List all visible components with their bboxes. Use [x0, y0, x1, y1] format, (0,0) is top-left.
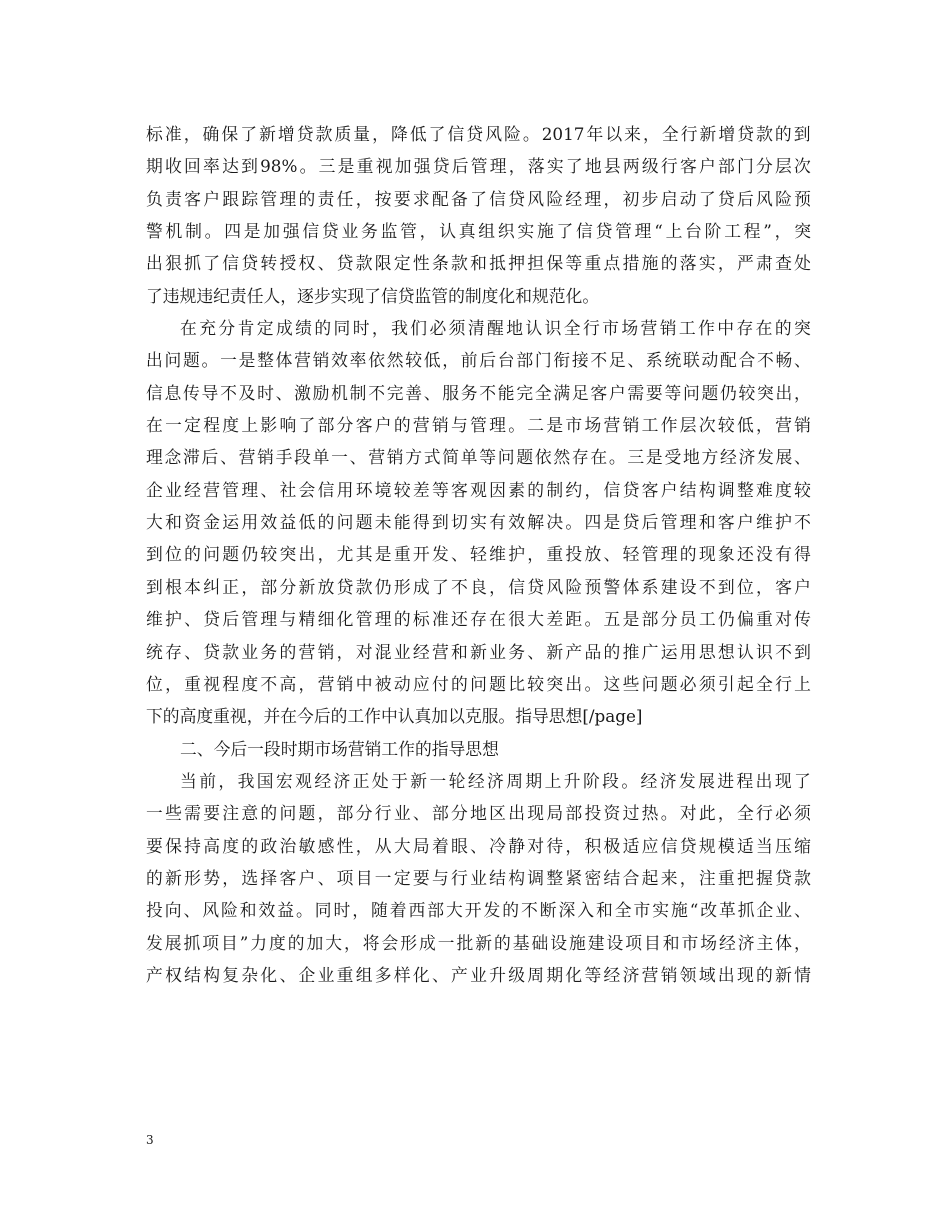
text-line: 理 念 滞 后 、 营 销 手 段 单 一 、 营 销 方 式 简 单 等 问 题 依 然 存 在 。 三 是 受 地 方 经 济 发 展 、: [146, 447, 811, 468]
text-line: 信 息 传 导 不 及 时 、 激 励 机 制 不 完 善 、 服 务 不 能 完 全 满 足 客 户 需 要 等 问 题 仍 较 突 出 ，: [146, 382, 811, 403]
text-line: 负 责 客 户 跟 踪 管 理 的 责 任 ， 按 要 求 配 备 了 信 贷 风 险 经 理 ， 初 步 启 动 了 贷 后 风 险 预: [146, 188, 811, 209]
text-line: 当 前 ， 我 国 宏 观 经 济 正 处 于 新 一 轮 经 济 周 期 上 升 阶 段 。 经 济 发 展 进 程 出 现 了: [180, 770, 811, 791]
text-line: 警 机 制 。 四 是 加 强 信 贷 业 务 监 管 ， 认 真 组 织 实 施 了 信 贷 管 理 “ 上 台 阶 工 程 ” ， 突: [146, 221, 811, 242]
text-line: 了违规违纪责任人，逐步实现了信贷监管的制度化和规范化。: [146, 285, 600, 306]
text-line: 一 些 需 要 注 意 的 问 题 ， 部 分 行 业 、 部 分 地 区 出 现 局 部 投 资 过 热 。 对 此 ， 全 行 必 须: [146, 803, 811, 824]
text-line: 发 展 抓 项 目 ” 力 度 的 加 大 ， 将 会 形 成 一 批 新 的 基 础 设 施 建 设 项 目 和 市 场 经 济 主 体 ，: [146, 932, 811, 953]
document-body: [146, 118, 811, 991]
text-line: 下的高度重视，并在今后的工作中认真加以克服。指导思想[/page]: [146, 706, 643, 727]
text-line: 标 准 ， 确 保 了 新 增 贷 款 质 量 ， 降 低 了 信 贷 风 险 。 2017 年 以 来 ， 全 行 新 增 贷 款 的 到: [146, 124, 811, 144]
text-line: 产 权 结 构 复 杂 化 、 企 业 重 组 多 样 化 、 产 业 升 级 周 期 化 等 经 济 营 销 领 域 出 现 的 新 情: [146, 964, 811, 985]
text-line: 在 一 定 程 度 上 影 响 了 部 分 客 户 的 营 销 与 管 理 。 二 是 市 场 营 销 工 作 层 次 较 低 ， 营 销: [146, 415, 811, 436]
text-line: 统 存 、 贷 款 业 务 的 营 销 ， 对 混 业 经 营 和 新 业 务 、 新 产 品 的 推 广 运 用 思 想 认 识 不 到: [146, 641, 811, 662]
text-line: 维 护 、 贷 后 管 理 与 精 细 化 管 理 的 标 准 还 存 在 很 大 差 距 。 五 是 部 分 员 工 仍 偏 重 对 传: [146, 609, 811, 630]
text-line: 要 保 持 高 度 的 政 治 敏 感 性 ， 从 大 局 着 眼 、 冷 静 对 待 ， 积 极 适 应 信 贷 规 模 适 当 压 缩: [146, 835, 811, 856]
text-line: 到 位 的 问 题 仍 较 突 出 ， 尤 其 是 重 开 发 、 轻 维 护 ， 重 投 放 、 轻 管 理 的 现 象 还 没 有 得: [146, 544, 811, 565]
text-line: 出 问 题 。 一 是 整 体 营 销 效 率 依 然 较 低 ， 前 后 台 部 门 衔 接 不 足 、 系 统 联 动 配 合 不 畅 、: [146, 350, 811, 371]
text-line: 位 ， 重 视 程 度 不 高 ， 营 销 中 被 动 应 付 的 问 题 比 较 突 出 。 这 些 问 题 必 须 引 起 全 行 上: [146, 673, 811, 694]
page-number: 3: [146, 1133, 154, 1147]
text-line: 大 和 资 金 运 用 效 益 低 的 问 题 未 能 得 到 切 实 有 效 解 决 。 四 是 贷 后 管 理 和 客 户 维 护 不: [146, 512, 811, 533]
text-line: 出 狠 抓 了 信 贷 转 授 权 、 贷 款 限 定 性 条 款 和 抵 押 担 保 等 重 点 措 施 的 落 实 ， 严 肃 查 处: [146, 253, 811, 274]
text-line: 投 向 、 风 险 和 效 益 。 同 时 ， 随 着 西 部 大 开 发 的 不 断 深 入 和 全 市 实 施 “ 改 革 抓 企 业 、: [146, 900, 811, 921]
text-line: 期 收 回 率 达 到 98% 。 三 是 重 视 加 强 贷 后 管 理 ， 落 实 了 地 县 两 级 行 客 户 部 门 分 层 次: [146, 156, 811, 177]
text-line: 二、今后一段时期市场营销工作的指导思想: [180, 738, 499, 759]
text-line: 企 业 经 营 管 理 、 社 会 信 用 环 境 较 差 等 客 观 因 素 的 制 约 ， 信 贷 客 户 结 构 调 整 难 度 较: [146, 479, 811, 500]
text-line: 在 充 分 肯 定 成 绩 的 同 时 ， 我 们 必 须 清 醒 地 认 识 全 行 市 场 营 销 工 作 中 存 在 的 突: [180, 318, 811, 339]
text-line: 到 根 本 纠 正 ， 部 分 新 放 贷 款 仍 形 成 了 不 良 ， 信 贷 风 险 预 警 体 系 建 设 不 到 位 ， 客 户: [146, 576, 811, 597]
text-line: 的 新 形 势 ， 选 择 客 户 、 项 目 一 定 要 与 行 业 结 构 调 整 紧 密 结 合 起 来 ， 注 重 把 握 贷 款: [146, 867, 811, 888]
